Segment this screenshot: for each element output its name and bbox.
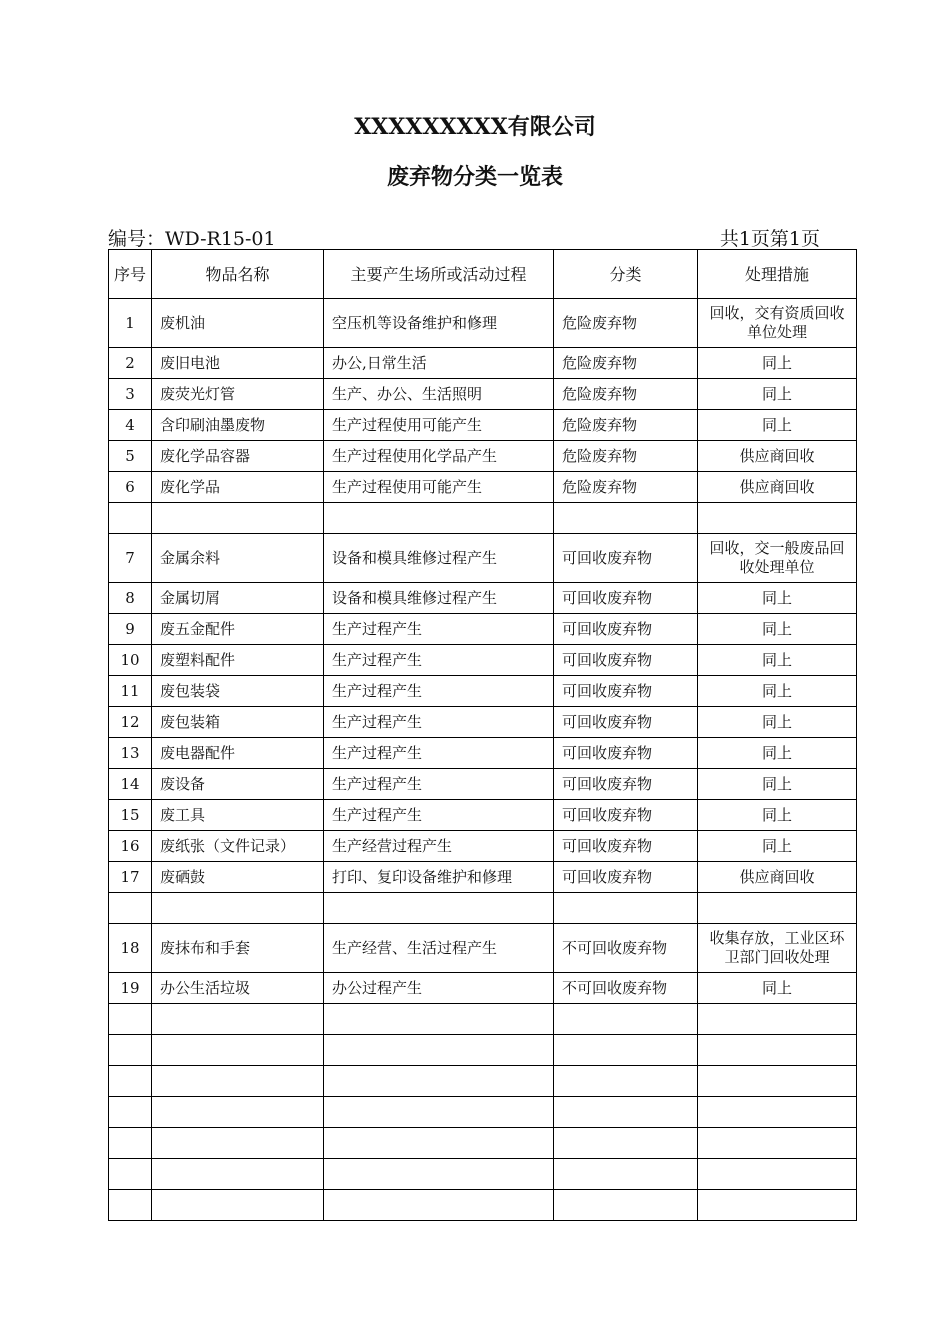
cell-category: 可回收废弃物 bbox=[554, 614, 698, 645]
table-row bbox=[109, 1159, 857, 1190]
table-row bbox=[109, 1097, 857, 1128]
cell-category: 危险废弃物 bbox=[554, 441, 698, 472]
cell-name: 金属切屑 bbox=[152, 583, 324, 614]
cell-measure bbox=[698, 503, 857, 534]
cell-category: 可回收废弃物 bbox=[554, 738, 698, 769]
cell-category: 可回收废弃物 bbox=[554, 800, 698, 831]
document-code: 编号：WD-R15-01 bbox=[108, 228, 276, 250]
cell-measure: 供应商回收 bbox=[698, 441, 857, 472]
cell-no bbox=[109, 893, 152, 924]
cell-name: 废纸张（文件记录） bbox=[152, 831, 324, 862]
cell-source bbox=[324, 1159, 554, 1190]
cell-name: 废包装箱 bbox=[152, 707, 324, 738]
cell-no: 8 bbox=[109, 583, 152, 614]
cell-category: 不可回收废弃物 bbox=[554, 924, 698, 973]
cell-name bbox=[152, 1097, 324, 1128]
cell-category: 危险废弃物 bbox=[554, 348, 698, 379]
cell-no: 16 bbox=[109, 831, 152, 862]
cell-measure bbox=[698, 1004, 857, 1035]
document-title: 废弃物分类一览表 bbox=[386, 164, 563, 190]
cell-category bbox=[554, 503, 698, 534]
cell-name: 废化学品容器 bbox=[152, 441, 324, 472]
cell-no bbox=[109, 1097, 152, 1128]
table-row bbox=[109, 707, 857, 738]
company-name: XXXXXXXXX有限公司 bbox=[354, 114, 596, 140]
cell-measure: 同上 bbox=[698, 583, 857, 614]
cell-name: 废硒鼓 bbox=[152, 862, 324, 893]
cell-name: 废设备 bbox=[152, 769, 324, 800]
table-row bbox=[109, 1066, 857, 1097]
cell-source: 生产过程产生 bbox=[324, 614, 554, 645]
cell-measure: 同上 bbox=[698, 973, 857, 1004]
cell-category: 危险废弃物 bbox=[554, 379, 698, 410]
table-row bbox=[109, 534, 857, 583]
table-row bbox=[109, 645, 857, 676]
cell-measure: 回收，交有资质回收单位处理 bbox=[698, 299, 857, 348]
table-row bbox=[109, 379, 857, 410]
cell-no bbox=[109, 1004, 152, 1035]
table-row bbox=[109, 769, 857, 800]
cell-no: 2 bbox=[109, 348, 152, 379]
cell-source: 生产过程使用化学品产生 bbox=[324, 441, 554, 472]
table-row bbox=[109, 614, 857, 645]
table-row bbox=[109, 1190, 857, 1221]
column-header-source: 主要产生场所或活动过程 bbox=[324, 250, 554, 299]
cell-no: 19 bbox=[109, 973, 152, 1004]
cell-category bbox=[554, 893, 698, 924]
column-header-category: 分类 bbox=[554, 250, 698, 299]
cell-source bbox=[324, 1097, 554, 1128]
cell-source: 生产过程产生 bbox=[324, 800, 554, 831]
cell-name: 废电器配件 bbox=[152, 738, 324, 769]
cell-measure: 同上 bbox=[698, 738, 857, 769]
cell-no: 3 bbox=[109, 379, 152, 410]
cell-no: 17 bbox=[109, 862, 152, 893]
cell-no: 6 bbox=[109, 472, 152, 503]
cell-name: 废旧电池 bbox=[152, 348, 324, 379]
table-header-row bbox=[109, 250, 857, 299]
column-header-no: 序号 bbox=[109, 250, 152, 299]
cell-measure: 同上 bbox=[698, 769, 857, 800]
table-row bbox=[109, 831, 857, 862]
cell-category: 危险废弃物 bbox=[554, 410, 698, 441]
table-row bbox=[109, 299, 857, 348]
cell-no: 7 bbox=[109, 534, 152, 583]
cell-no: 12 bbox=[109, 707, 152, 738]
page-info: 共1页第1页 bbox=[719, 228, 820, 250]
cell-source bbox=[324, 1128, 554, 1159]
cell-no bbox=[109, 503, 152, 534]
cell-source: 打印、复印设备维护和修理 bbox=[324, 862, 554, 893]
cell-category bbox=[554, 1066, 698, 1097]
cell-source: 生产过程产生 bbox=[324, 707, 554, 738]
cell-category bbox=[554, 1035, 698, 1066]
cell-source: 设备和模具维修过程产生 bbox=[324, 534, 554, 583]
cell-name bbox=[152, 1035, 324, 1066]
cell-source: 生产过程产生 bbox=[324, 645, 554, 676]
table-row bbox=[109, 583, 857, 614]
cell-source: 生产经营过程产生 bbox=[324, 831, 554, 862]
cell-source: 生产过程产生 bbox=[324, 769, 554, 800]
cell-category: 可回收废弃物 bbox=[554, 831, 698, 862]
cell-source: 生产过程产生 bbox=[324, 676, 554, 707]
cell-no: 15 bbox=[109, 800, 152, 831]
table-body bbox=[109, 299, 857, 1221]
table-row bbox=[109, 348, 857, 379]
cell-no: 5 bbox=[109, 441, 152, 472]
cell-name: 废塑料配件 bbox=[152, 645, 324, 676]
cell-category: 可回收废弃物 bbox=[554, 862, 698, 893]
cell-no: 1 bbox=[109, 299, 152, 348]
cell-name: 含印刷油墨废物 bbox=[152, 410, 324, 441]
table-row bbox=[109, 924, 857, 973]
cell-name bbox=[152, 1128, 324, 1159]
cell-category: 可回收废弃物 bbox=[554, 707, 698, 738]
cell-category: 危险废弃物 bbox=[554, 299, 698, 348]
cell-no bbox=[109, 1190, 152, 1221]
cell-name bbox=[152, 1066, 324, 1097]
table-row bbox=[109, 503, 857, 534]
cell-category: 可回收废弃物 bbox=[554, 676, 698, 707]
cell-name: 废荧光灯管 bbox=[152, 379, 324, 410]
cell-category: 可回收废弃物 bbox=[554, 645, 698, 676]
cell-measure: 同上 bbox=[698, 676, 857, 707]
cell-category: 不可回收废弃物 bbox=[554, 973, 698, 1004]
cell-measure: 同上 bbox=[698, 614, 857, 645]
table-row bbox=[109, 1004, 857, 1035]
cell-no: 11 bbox=[109, 676, 152, 707]
cell-source: 生产过程产生 bbox=[324, 738, 554, 769]
cell-measure: 同上 bbox=[698, 348, 857, 379]
column-header-name: 物品名称 bbox=[152, 250, 324, 299]
cell-category: 可回收废弃物 bbox=[554, 583, 698, 614]
cell-source bbox=[324, 1190, 554, 1221]
cell-measure: 同上 bbox=[698, 379, 857, 410]
cell-measure bbox=[698, 1159, 857, 1190]
cell-name: 废机油 bbox=[152, 299, 324, 348]
waste-classification-table bbox=[108, 249, 857, 1221]
cell-source: 生产过程使用可能产生 bbox=[324, 472, 554, 503]
table-row bbox=[109, 893, 857, 924]
cell-source: 设备和模具维修过程产生 bbox=[324, 583, 554, 614]
cell-name: 废工具 bbox=[152, 800, 324, 831]
cell-source: 空压机等设备维护和修理 bbox=[324, 299, 554, 348]
table-row bbox=[109, 800, 857, 831]
cell-source bbox=[324, 1035, 554, 1066]
cell-source: 生产过程使用可能产生 bbox=[324, 410, 554, 441]
cell-measure: 同上 bbox=[698, 645, 857, 676]
cell-category bbox=[554, 1159, 698, 1190]
cell-measure bbox=[698, 1128, 857, 1159]
cell-category bbox=[554, 1128, 698, 1159]
cell-name: 金属余料 bbox=[152, 534, 324, 583]
cell-no: 14 bbox=[109, 769, 152, 800]
cell-measure bbox=[698, 1190, 857, 1221]
cell-source: 办公,日常生活 bbox=[324, 348, 554, 379]
cell-measure: 供应商回收 bbox=[698, 472, 857, 503]
cell-measure: 回收，交一般废品回收处理单位 bbox=[698, 534, 857, 583]
table-row bbox=[109, 1035, 857, 1066]
cell-name bbox=[152, 893, 324, 924]
cell-name bbox=[152, 503, 324, 534]
table-row bbox=[109, 410, 857, 441]
cell-measure: 收集存放，工业区环卫部门回收处理 bbox=[698, 924, 857, 973]
cell-source: 生产、办公、生活照明 bbox=[324, 379, 554, 410]
cell-category: 可回收废弃物 bbox=[554, 534, 698, 583]
table-row bbox=[109, 441, 857, 472]
cell-source bbox=[324, 1004, 554, 1035]
column-header-measure: 处理措施 bbox=[698, 250, 857, 299]
table-row bbox=[109, 973, 857, 1004]
cell-no: 18 bbox=[109, 924, 152, 973]
cell-source: 办公过程产生 bbox=[324, 973, 554, 1004]
cell-category: 可回收废弃物 bbox=[554, 769, 698, 800]
cell-measure: 同上 bbox=[698, 831, 857, 862]
cell-measure: 同上 bbox=[698, 410, 857, 441]
table-row bbox=[109, 1128, 857, 1159]
table-row bbox=[109, 738, 857, 769]
cell-name: 废包装袋 bbox=[152, 676, 324, 707]
cell-no bbox=[109, 1128, 152, 1159]
cell-category: 危险废弃物 bbox=[554, 472, 698, 503]
cell-category bbox=[554, 1004, 698, 1035]
cell-no: 13 bbox=[109, 738, 152, 769]
cell-name bbox=[152, 1190, 324, 1221]
cell-measure bbox=[698, 893, 857, 924]
cell-measure: 供应商回收 bbox=[698, 862, 857, 893]
cell-category bbox=[554, 1190, 698, 1221]
cell-no bbox=[109, 1066, 152, 1097]
cell-measure: 同上 bbox=[698, 707, 857, 738]
cell-name bbox=[152, 1004, 324, 1035]
cell-no bbox=[109, 1159, 152, 1190]
cell-measure bbox=[698, 1066, 857, 1097]
cell-no: 9 bbox=[109, 614, 152, 645]
cell-source bbox=[324, 503, 554, 534]
cell-name: 办公生活垃圾 bbox=[152, 973, 324, 1004]
cell-name: 废化学品 bbox=[152, 472, 324, 503]
cell-no: 4 bbox=[109, 410, 152, 441]
cell-source: 生产经营、生活过程产生 bbox=[324, 924, 554, 973]
table-row bbox=[109, 862, 857, 893]
cell-category bbox=[554, 1097, 698, 1128]
cell-no bbox=[109, 1035, 152, 1066]
cell-name bbox=[152, 1159, 324, 1190]
cell-name: 废抹布和手套 bbox=[152, 924, 324, 973]
cell-measure bbox=[698, 1097, 857, 1128]
cell-name: 废五金配件 bbox=[152, 614, 324, 645]
cell-source bbox=[324, 1066, 554, 1097]
table-row bbox=[109, 472, 857, 503]
cell-measure: 同上 bbox=[698, 800, 857, 831]
cell-no: 10 bbox=[109, 645, 152, 676]
cell-measure bbox=[698, 1035, 857, 1066]
table-row bbox=[109, 676, 857, 707]
cell-source bbox=[324, 893, 554, 924]
